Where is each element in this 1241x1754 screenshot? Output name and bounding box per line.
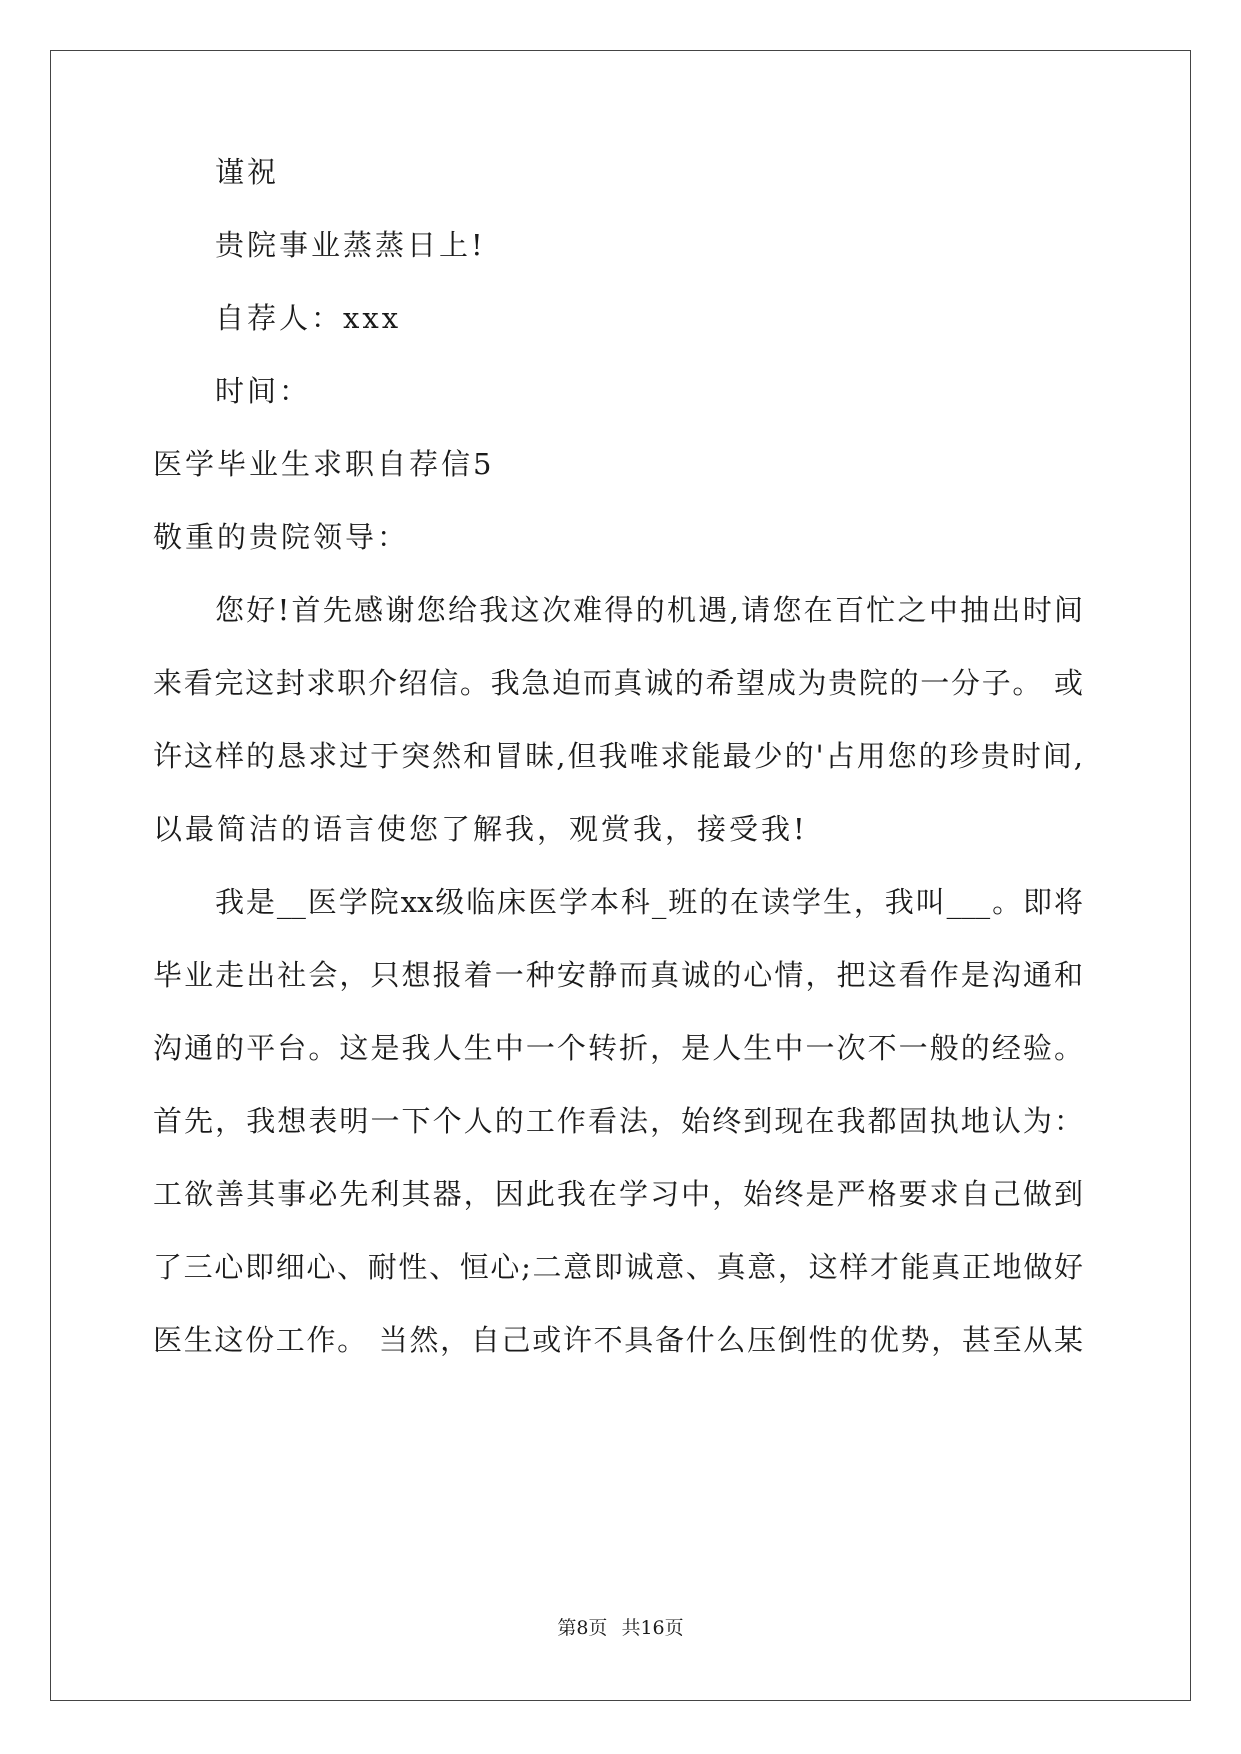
body-line: 工欲善其事必先利其器，因此我在学习中，始终是严格要求自己做到: [153, 1177, 1083, 1211]
letter-title: 医学毕业生求职自荐信5: [153, 447, 495, 481]
signer-line: 自荐人：xxx: [215, 301, 402, 335]
page-number: 第8页: [557, 1617, 608, 1639]
closing-wish: 贵院事业蒸蒸日上!: [215, 228, 486, 262]
page-total: 共16页: [621, 1617, 684, 1639]
closing-respect: 谨祝: [215, 155, 280, 189]
body-line: 许这样的恳求过于突然和冒昧,但我唯求能最少的'占用您的珍贵时间,: [153, 739, 1083, 773]
body-line: 毕业走出社会，只想报着一种安静而真诚的心情，把这看作是沟通和: [153, 958, 1083, 992]
date-line: 时间：: [215, 374, 312, 408]
body-line: 以最简洁的语言使您了解我，观赏我，接受我!: [153, 812, 808, 846]
body-line: 沟通的平台。这是我人生中一个转折，是人生中一次不一般的经验。: [153, 1031, 1083, 1065]
salutation: 敬重的贵院领导：: [153, 520, 410, 554]
body-line: 您好!首先感谢您给我这次难得的机遇,请您在百忙之中抽出时间: [215, 593, 1083, 627]
body-line: 首先，我想表明一下个人的工作看法，始终到现在我都固执地认为：: [153, 1104, 1083, 1138]
body-line: 我是__医学院xx级临床医学本科_班的在读学生，我叫___。即将: [215, 885, 1083, 919]
body-line: 来看完这封求职介绍信。我急迫而真诚的希望成为贵院的一分子。 或: [153, 666, 1083, 700]
page-footer: [0, 1616, 1241, 1640]
body-line: 了三心即细心、耐性、恒心;二意即诚意、真意，这样才能真正地做好: [153, 1250, 1083, 1284]
body-line: 医生这份工作。 当然，自己或许不具备什么压倒性的优势，甚至从某: [153, 1323, 1083, 1357]
